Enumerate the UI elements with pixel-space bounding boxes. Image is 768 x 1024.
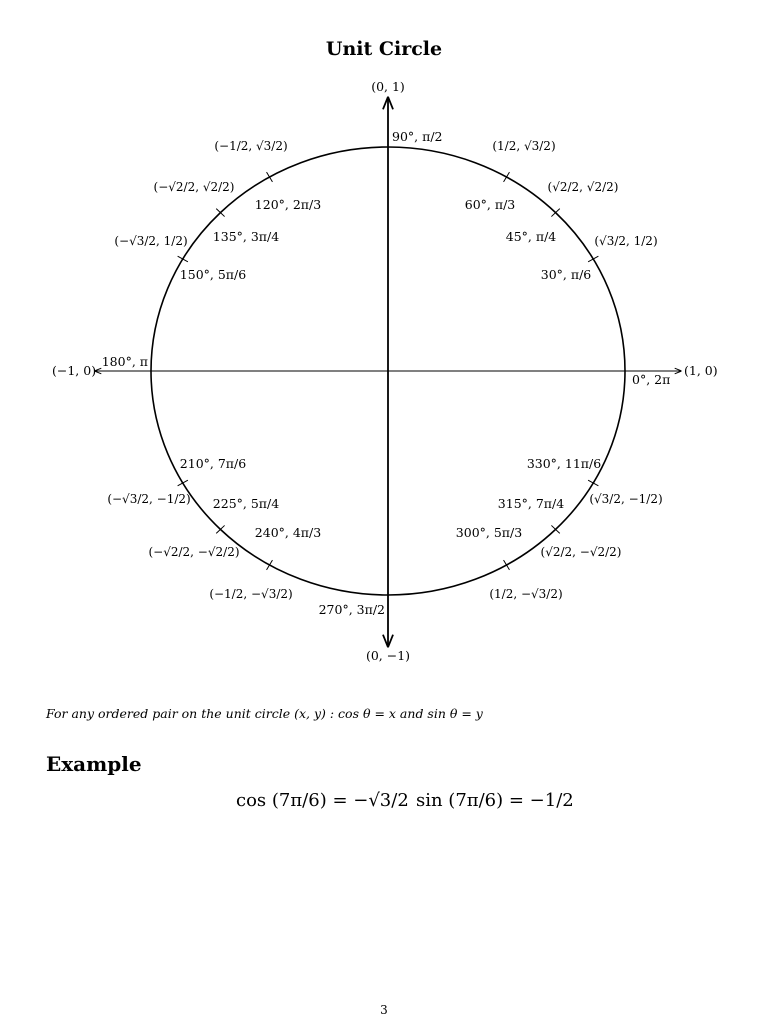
angle-label-45: 45°, π/4 [505,229,557,244]
footnote: For any ordered pair on the unit circle (x, y) : cos θ = x and sin θ = y [46,706,483,721]
angle-label-60: 60°, π/3 [464,197,516,212]
angle-label-0: 0°, 2π [632,372,671,387]
coordinate-label-45: (√2/2, √2/2) [547,180,619,194]
angle-label-240: 240°, 4π/3 [254,525,322,540]
tick-300 [504,560,510,570]
coordinate-label-150: (−√3/2, 1/2) [114,234,188,248]
angle-label-270: 270°, 3π/2 [318,602,385,617]
angle-label-30: 30°, π/6 [540,267,592,282]
coordinate-label-225: (−√2/2, −√2/2) [148,545,240,559]
coordinate-label-240: (−1/2, −√3/2) [209,587,293,601]
coordinate-label-30: (√3/2, 1/2) [594,234,658,248]
coordinate-label-300: (1/2, −√3/2) [489,587,563,601]
coordinate-label-330: (√3/2, −1/2) [589,492,663,506]
coordinate-label-315: (√2/2, −√2/2) [540,545,622,559]
tick-240 [267,560,273,570]
axis-label-bottom: (0, −1) [365,648,411,663]
page-title: Unit Circle [325,38,443,60]
axis-label-top: (0, 1) [371,79,405,94]
angle-label-225: 225°, 5π/4 [212,496,280,511]
example-heading: Example [46,752,142,776]
angle-label-135: 135°, 3π/4 [212,229,280,244]
coordinate-label-135: (−√2/2, √2/2) [153,180,235,194]
angle-label-150: 150°, 5π/6 [179,267,247,282]
coordinate-label-120: (−1/2, √3/2) [214,139,288,153]
tick-120 [267,172,273,182]
angle-label-90: 90°, π/2 [392,129,443,144]
example-sin-equation: sin (7π/6) = −1/2 [416,790,574,811]
axis-label-left: (−1, 0) [52,363,97,378]
tick-60 [504,172,510,182]
angle-label-180: 180°, π [101,354,148,369]
angle-label-330: 330°, 11π/6 [526,456,602,471]
angle-labels [102,129,671,617]
coordinate-label-210: (−√3/2, −1/2) [107,492,191,506]
coordinate-labels [107,139,662,601]
coordinate-label-60: (1/2, √3/2) [492,139,556,153]
angle-label-120: 120°, 2π/3 [254,197,322,212]
tick-150 [178,256,188,262]
tick-330 [588,480,598,486]
tick-210 [178,480,188,486]
tick-30 [588,256,598,262]
angle-label-315: 315°, 7π/4 [497,496,565,511]
axis-label-right: (1, 0) [684,363,718,378]
example-cos-equation: cos (7π/6) = −√3/2 [236,790,409,811]
angle-label-210: 210°, 7π/6 [179,456,247,471]
page-number: 3 [380,1003,388,1017]
angle-label-300: 300°, 5π/3 [455,525,523,540]
